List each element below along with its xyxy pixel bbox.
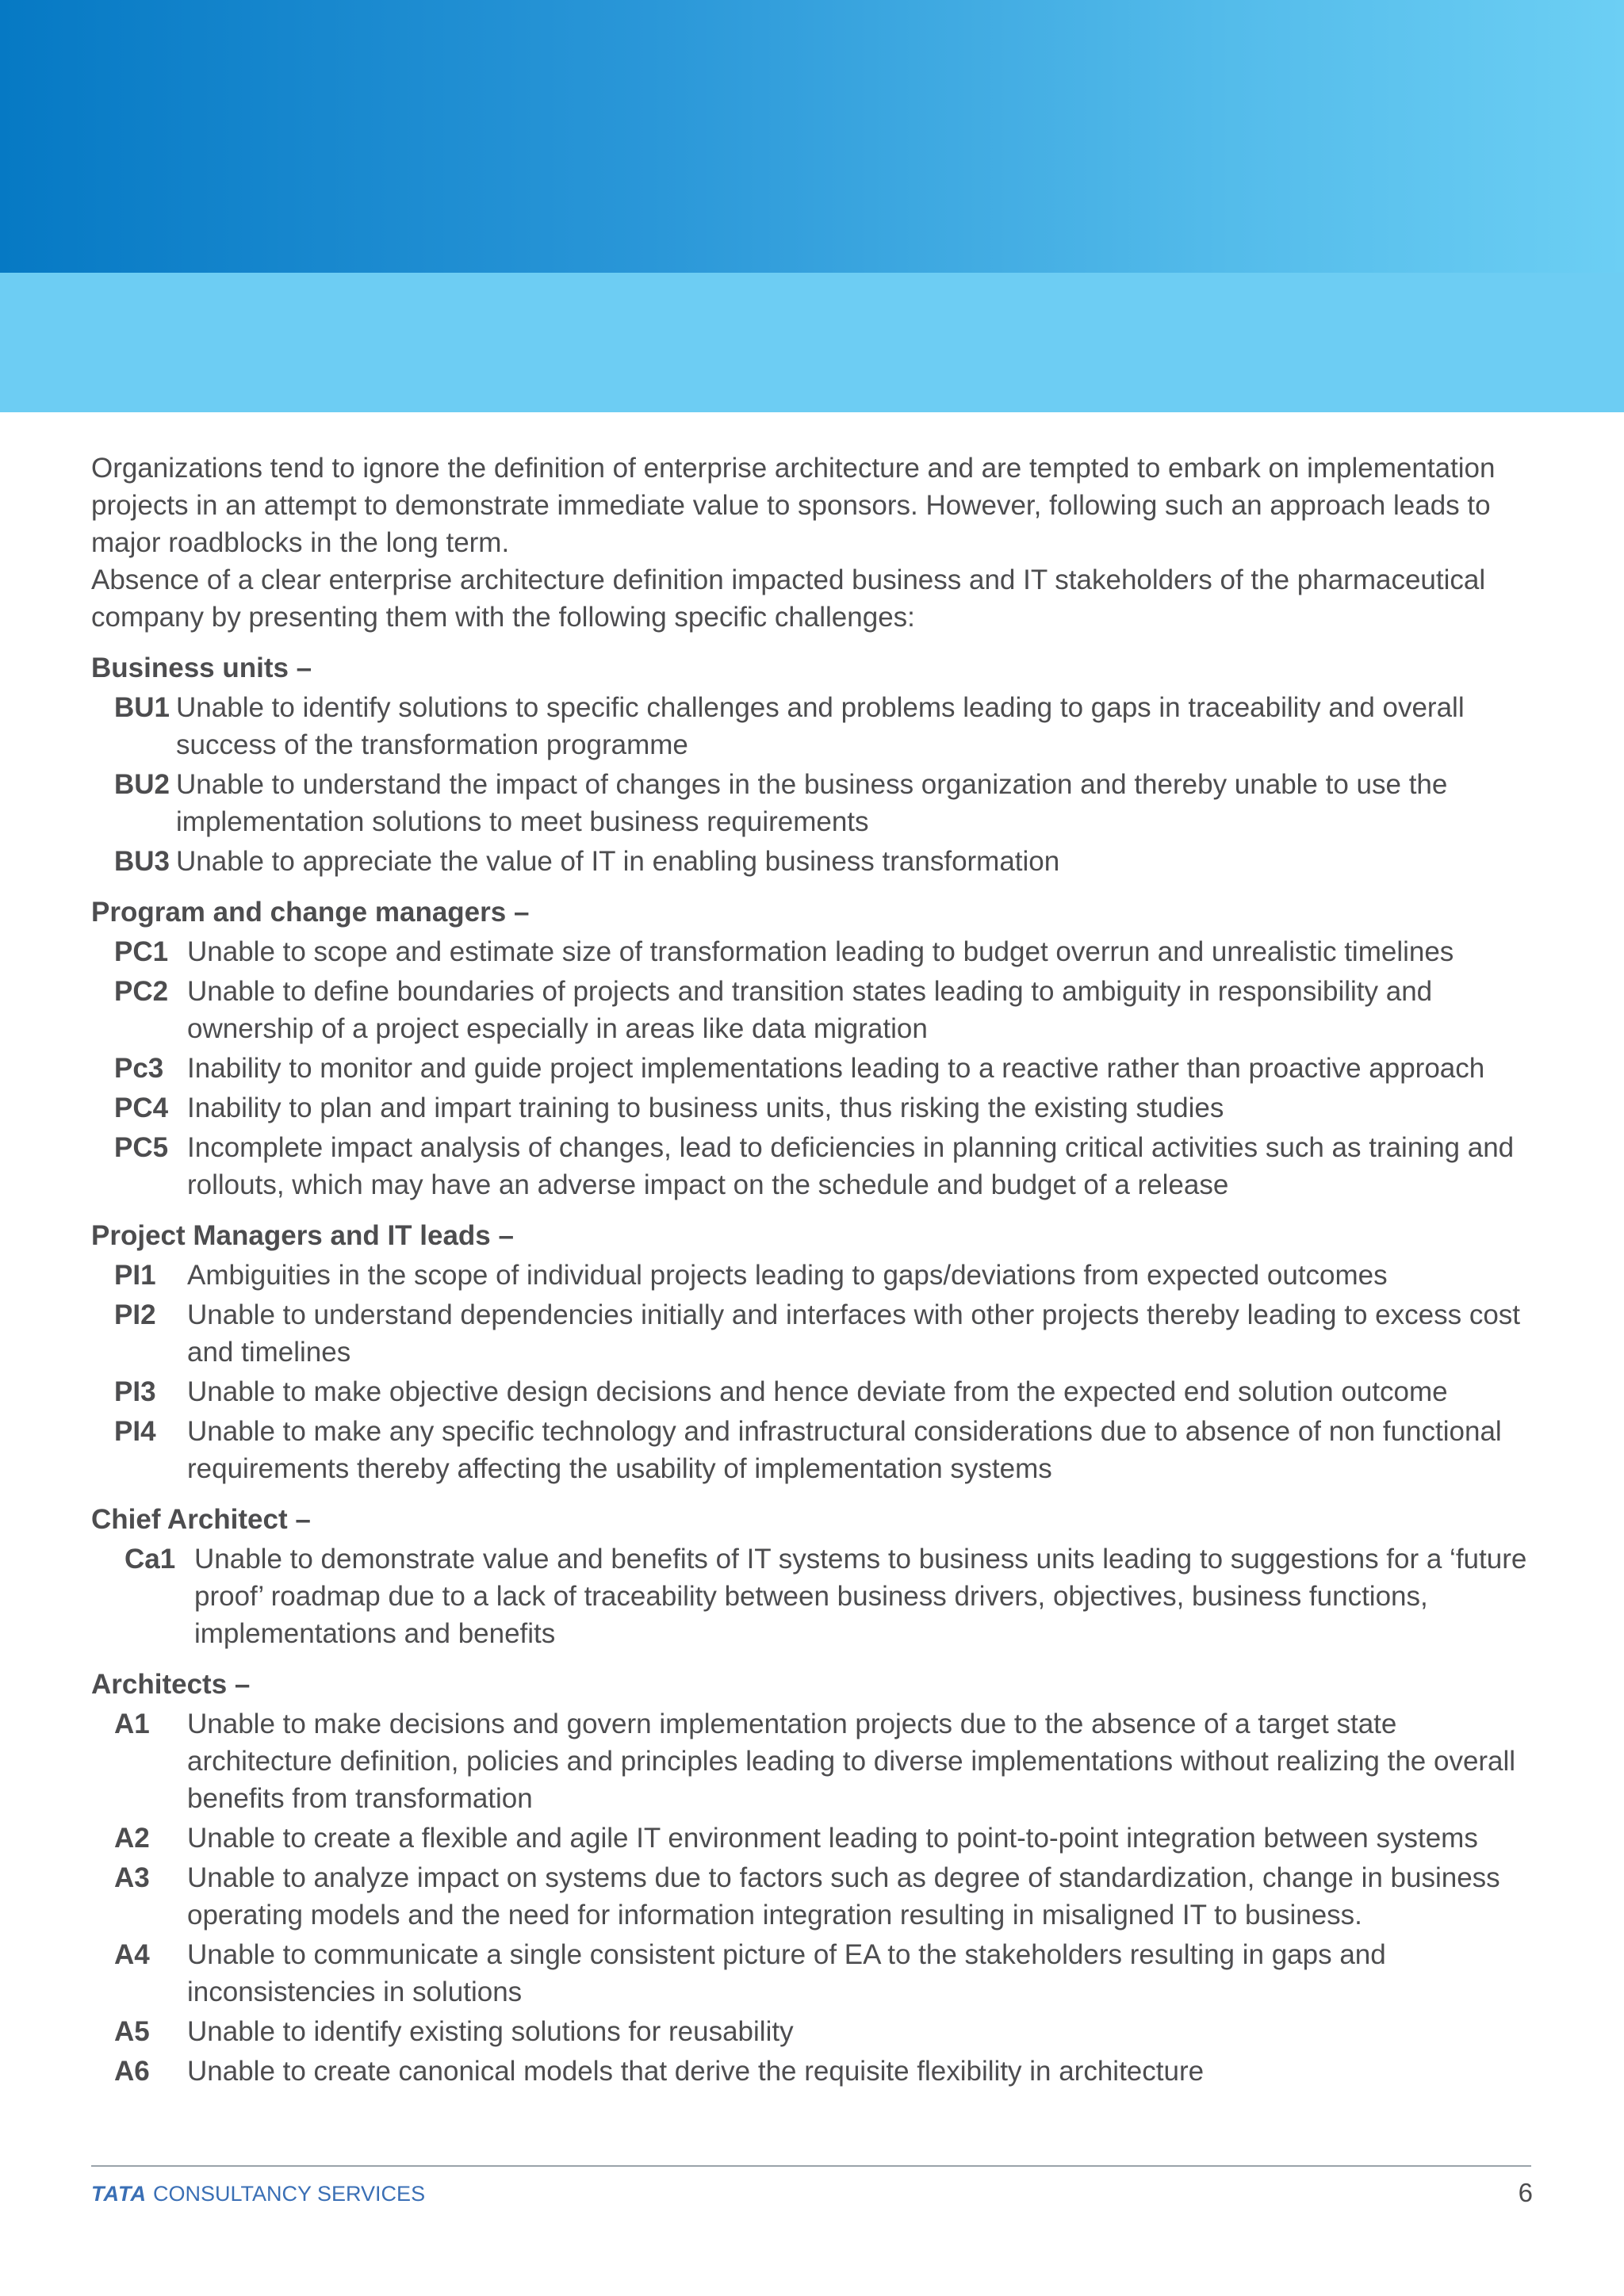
item-code: A4 bbox=[114, 1939, 150, 1970]
item-text: Unable to define boundaries of projects and transition states leading to ambiguity in responsibility and ownership of a project especially in areas like data migration bbox=[187, 976, 1433, 1044]
item-text: Inability to plan and impart training to business units, thus risking the existing studies bbox=[187, 1093, 1224, 1123]
item-text: Unable to understand the impact of changes in the business organization and thereby unable to use the implementation solutions to meet business requirements bbox=[176, 769, 1448, 837]
item-code: Pc3 bbox=[114, 1053, 164, 1084]
item-text: Unable to create a flexible and agile IT environment leading to point-to-point integration between systems bbox=[187, 1823, 1478, 1854]
item-code: A5 bbox=[114, 2016, 150, 2047]
item-text: Unable to understand dependencies initially and interfaces with other projects thereby leading to excess cost and timelines bbox=[187, 1299, 1521, 1368]
item-code: PI4 bbox=[114, 1416, 156, 1447]
item-text: Unable to analyze impact on systems due to factors such as degree of standardization, change in business operating models and the need for information integration resulting in misaligned IT to business. bbox=[187, 1862, 1500, 1931]
item-code: Ca1 bbox=[124, 1544, 176, 1575]
logo-wordmark: TATA bbox=[91, 2182, 147, 2206]
item-code: BU3 bbox=[114, 846, 170, 877]
item-text: Ambiguities in the scope of individual projects leading to gaps/deviations from expected outcomes bbox=[187, 1260, 1388, 1291]
header-banner-band bbox=[0, 273, 1624, 412]
list-item bbox=[91, 1540, 1536, 1652]
list-item bbox=[91, 1705, 1536, 1817]
intro-paragraph: Organizations tend to ignore the definition of enterprise architecture and are tempted to embark on implementation projects in an attempt to demonstrate immediate value to sponsors. However, following such an approach leads to major roadblocks in the long term. bbox=[91, 453, 1496, 558]
list-item bbox=[91, 1820, 1536, 1857]
section-heading-chief-architect: Chief Architect – bbox=[91, 1504, 311, 1535]
item-code: PI3 bbox=[114, 1376, 156, 1407]
list-item bbox=[91, 1859, 1536, 1934]
item-text: Inability to monitor and guide project implementations leading to a reactive rather than proactive approach bbox=[187, 1053, 1485, 1084]
item-code: A3 bbox=[114, 1862, 150, 1893]
list-item bbox=[91, 1050, 1536, 1087]
section-heading-business-units: Business units – bbox=[91, 652, 312, 683]
logo-company-name: CONSULTANCY SERVICES bbox=[152, 2182, 426, 2206]
document-body bbox=[91, 450, 1536, 2092]
item-code: PC5 bbox=[114, 1132, 169, 1163]
item-text: Unable to make decisions and govern implementation projects due to the absence of a target state architecture definition, policies and principles leading to diverse implementations without realizing the overall benefits from transformation bbox=[187, 1709, 1516, 1814]
item-code: PI2 bbox=[114, 1299, 156, 1330]
list-item bbox=[91, 689, 1536, 763]
list-item bbox=[91, 766, 1536, 840]
section-heading-program-managers: Program and change managers – bbox=[91, 897, 530, 928]
item-code: PC2 bbox=[114, 976, 169, 1007]
item-text: Unable to make any specific technology and infrastructural considerations due to absence of non functional requirements thereby affecting the usability of implementation systems bbox=[187, 1416, 1502, 1484]
page-number: 6 bbox=[1518, 2178, 1533, 2207]
item-text: Unable to appreciate the value of IT in enabling business transformation bbox=[176, 846, 1060, 877]
list-item bbox=[91, 1413, 1536, 1487]
list-item bbox=[91, 1089, 1536, 1127]
company-logo bbox=[91, 2179, 425, 2208]
footer-divider bbox=[91, 2165, 1531, 2167]
list-item bbox=[91, 973, 1536, 1047]
list-item bbox=[91, 1257, 1536, 1294]
item-code: BU2 bbox=[114, 769, 170, 800]
item-text: Unable to demonstrate value and benefits of IT systems to business units leading to suggestions for a ‘future proof’ roadmap due to a lack of traceability between business drivers, objectives, business functions, implementations and benefits bbox=[194, 1544, 1527, 1649]
header-banner bbox=[0, 0, 1624, 273]
list-item bbox=[91, 1129, 1536, 1203]
item-text: Unable to identify existing solutions for reusability bbox=[187, 2016, 794, 2047]
intro-paragraph-2: Absence of a clear enterprise architecture definition impacted business and IT stakeholders of the pharmaceutical company by presenting them with the following specific challenges: bbox=[91, 564, 1486, 633]
item-code: A6 bbox=[114, 2056, 150, 2087]
item-text: Unable to identify solutions to specific challenges and problems leading to gaps in traceability and overall success of the transformation programme bbox=[176, 692, 1465, 760]
item-code: PC1 bbox=[114, 936, 169, 967]
item-text: Incomplete impact analysis of changes, lead to deficiencies in planning critical activities such as training and rollouts, which may have an adverse impact on the schedule and budget of a release bbox=[187, 1132, 1515, 1200]
item-code: BU1 bbox=[114, 692, 170, 723]
section-heading-architects: Architects – bbox=[91, 1669, 251, 1700]
item-code: PI1 bbox=[114, 1260, 156, 1291]
item-text: Unable to make objective design decisions and hence deviate from the expected end solution outcome bbox=[187, 1376, 1448, 1407]
item-code: A2 bbox=[114, 1823, 150, 1854]
list-item bbox=[91, 1936, 1536, 2011]
list-item bbox=[91, 2013, 1536, 2050]
item-code: A1 bbox=[114, 1709, 150, 1739]
section-heading-project-managers: Project Managers and IT leads – bbox=[91, 1220, 514, 1251]
item-code: PC4 bbox=[114, 1093, 169, 1123]
list-item bbox=[91, 1373, 1536, 1410]
list-item bbox=[91, 1296, 1536, 1371]
item-text: Unable to create canonical models that derive the requisite flexibility in architecture bbox=[187, 2056, 1205, 2087]
item-text: Unable to communicate a single consistent picture of EA to the stakeholders resulting in gaps and inconsistencies in solutions bbox=[187, 1939, 1386, 2007]
list-item bbox=[91, 933, 1536, 970]
list-item bbox=[91, 843, 1536, 880]
list-item bbox=[91, 2053, 1536, 2090]
item-text: Unable to scope and estimate size of transformation leading to budget overrun and unrealistic timelines bbox=[187, 936, 1454, 967]
